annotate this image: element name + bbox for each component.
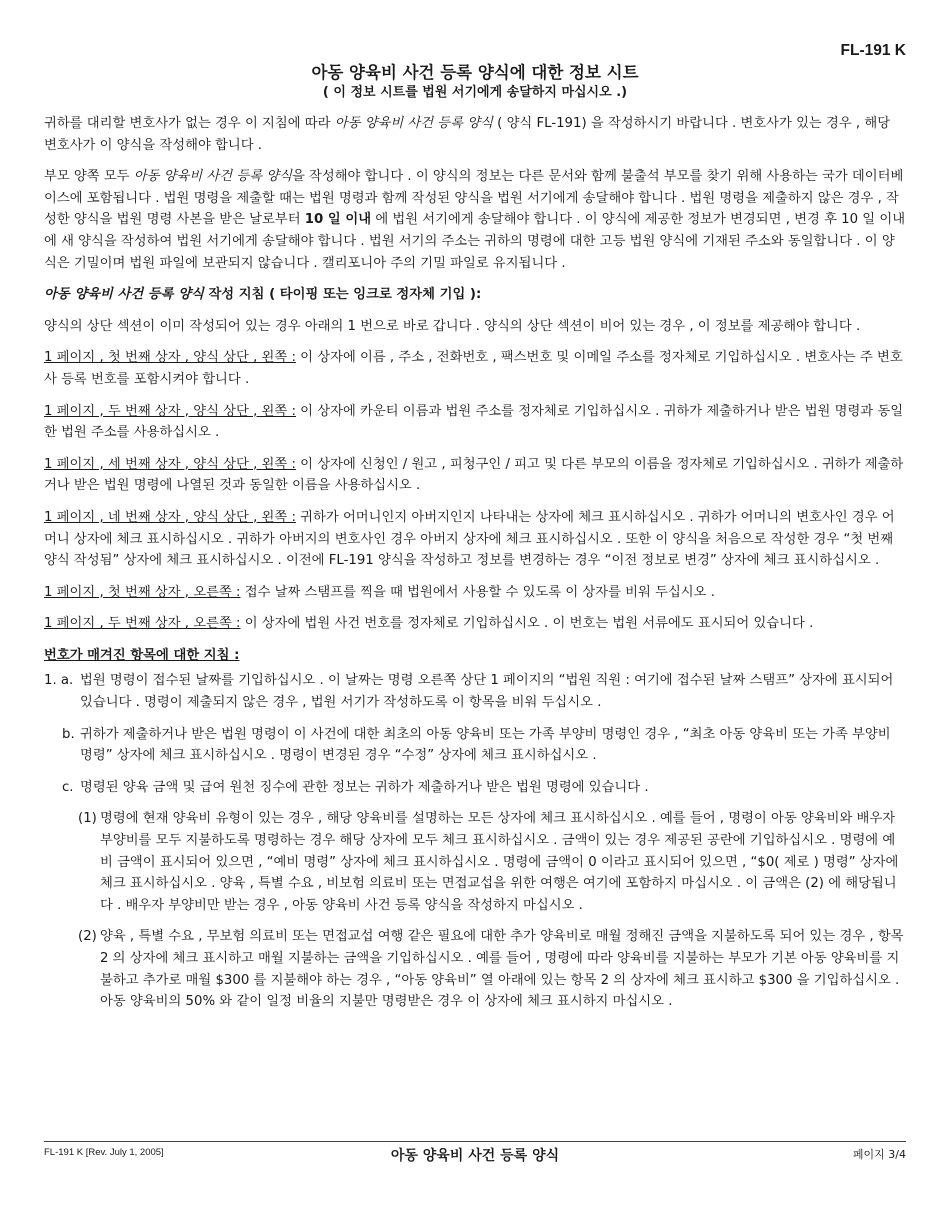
box-text: 귀하가 어머니인지 아버지인지 나타내는 상자에 체크 표시하십시오 . 귀하가 어머니의 변호사인 경우 어머니 상자에 체크 표시하십시오 . 귀하가 아버지의 변호사인 경우 아버지 상자에 체크 표시하십시오 . 또한 이 양식을 처음으로 작성한 경우 “첫 번째 양식 작성됨” 상자에 체크 표시하십시오 . 이전에 FL-191 양식을 작성하고 정보를 변경하는 경우 “이전 정보로 변경” 상자에 체크 표시하십시오 . [44, 509, 895, 569]
text-run: 에 법원 서기에게 송달해야 합니다 . 이 양식에 제공한 정보가 변경되면 , 변경 후 10 일 이내에 새 양식을 작성하여 법원 서기에게 송달해야 합니다 . 법원 서기의 주소는 귀하의 명령에 대한 고등 법원 양식에 기재된 주소와 동일합니다 . 이 양식은 기밀이며 법원 파일에 보관되지 않습니다 . 캘리포니아 주의 기밀 파일로 유지됩니다 . [44, 212, 906, 271]
footer-page-number: 페이지 3/4 [852, 1148, 906, 1161]
text-run: 작성 지침 ( 타이핑 또는 잉크로 정자체 기입 ): [203, 287, 482, 303]
form-code: FL-191 K [840, 42, 906, 59]
box-label: 1 페이지 , 첫 번째 상자 , 양식 상단 , 왼쪽 : [44, 350, 296, 366]
footer-form-title: 아동 양육비 사건 등록 양식 [390, 1148, 560, 1164]
deadline-bold: 10 일 이내 [304, 212, 372, 228]
instructions-heading [44, 284, 906, 306]
box-text: 이 상자에 법원 사건 번호를 정자체로 기입하십시오 . 이 번호는 법원 서류에도 표시되어 있습니다 . [240, 616, 814, 632]
item-1a [44, 670, 906, 713]
box-instruction-5 [44, 582, 906, 604]
item-1c-1 [44, 808, 906, 916]
item-text: 명령된 양육 금액 및 급여 원천 징수에 관한 정보는 귀하가 제출하거나 받은 법원 명령에 있습니다 . [80, 779, 649, 795]
box-instruction-2 [44, 401, 906, 444]
item-1c [44, 777, 906, 799]
box-label: 1 페이지 , 두 번째 상자 , 오른쪽 : [44, 616, 241, 632]
top-section-note: 양식의 상단 섹션이 이미 작성되어 있는 경우 아래의 1 번으로 바로 갑니다 . 양식의 상단 섹션이 비어 있는 경우 , 이 정보를 제공해야 합니다 . [44, 318, 861, 334]
item-marker: c. [62, 779, 74, 795]
footer-divider [44, 1141, 906, 1142]
box-text: 이 상자에 신청인 / 원고 , 피청구인 / 피고 및 다른 부모의 이름을 정자체로 기입하십시오 . 귀하가 제출하거나 받은 법원 명령에 나열된 것과 동일한 이름을 사용하십시오 . [44, 456, 904, 494]
text-run: 귀하를 대리할 변호사가 없는 경우 이 지침에 따라 [44, 116, 335, 131]
box-label: 1 페이지 , 두 번째 상자 , 양식 상단 , 왼쪽 : [44, 403, 296, 419]
form-name-italic: 아동 양육비 사건 등록 양식 [44, 287, 204, 303]
item-marker: b. [62, 726, 75, 742]
item-1b [44, 724, 906, 767]
box-instruction-6 [44, 613, 906, 635]
box-label: 1 페이지 , 네 번째 상자 , 양식 상단 , 왼쪽 : [44, 509, 296, 525]
box-instruction-1 [44, 347, 906, 390]
box-label: 1 페이지 , 세 번째 상자 , 양식 상단 , 왼쪽 : [44, 456, 296, 472]
box-instruction-3 [44, 454, 906, 497]
text-run: ( 양식 FL-191) 을 작성하시기 바랍니다 . 변호사가 있는 경우 , 해당 변호사가 이 양식을 작성해야 합니다 . [44, 116, 891, 153]
footer-form-revision: FL-191 K [Rev. July 1, 2005] [44, 1147, 164, 1158]
item-marker: (2) [78, 929, 97, 945]
item-text: 명령에 현재 양육비 유형이 있는 경우 , 해당 양육비를 설명하는 모든 상자에 체크 표시하십시오 . 예를 들어 , 명령이 아동 양육비와 배우자 부양비를 모두 지불하도록 명령하는 경우 해당 상자에 모두 체크 표시하십시오 . 금액이 있는 경우 제공된 공란에 기입하십시오 . 명령에 예비 금액이 표시되어 있으면 , “예비 명령” 상자에 체크 표시하십시오 . 명령에 금액이 0 이라고 표시되어 있으면 , “$0( 제로 ) 명령” 상자에 체크 표시하십시오 . 양육 , 특별 수요 , 비보험 의료비 또는 면접교섭을 위한 여행은 여기에 포함하지 마십시오 . 이 금액은 (2) 에 해당됩니다 . 배우자 부양비만 받는 경우 , 아동 양육비 사건 등록 양식을 작성하지 마십시오 . [100, 811, 899, 913]
page-title: 아동 양육비 사건 등록 양식에 대한 정보 시트 [311, 63, 639, 82]
intro-paragraph-1 [44, 113, 906, 156]
text-run: 부모 양쪽 모두 [44, 169, 134, 185]
item-text: 양육 , 특별 수요 , 무보험 의료비 또는 면접교섭 여행 같은 필요에 대한 추가 양육비로 매월 정해진 금액을 지불하도록 되어 있는 경우 , 항목 2 의 상자에 체크 표시하고 매월 지불하는 금액을 기입하십시오 . 예를 들어 , 명령에 따라 양육비를 지불하는 부모가 기본 아동 양육비를 지불하고 추가로 매월 $300 를 지불해야 하는 경우 , “아동 양육비” 열 아래에 있는 항목 2 의 상자에 체크 표시하고 $300 을 기입하십시오 . 아동 양육비의 50% 와 같이 일정 비율의 지불만 명령받은 경우 이 상자에 체크 표시하지 마십시오 . [100, 929, 904, 1010]
box-label: 1 페이지 , 첫 번째 상자 , 오른쪽 : [44, 584, 241, 600]
box-text: 이 상자에 카운티 이름과 법원 주소를 정자체로 기입하십시오 . 귀하가 제출하거나 받은 법원 명령과 동일한 법원 주소를 사용하십시오 . [44, 403, 904, 441]
item-text: 귀하가 제출하거나 받은 법원 명령이 이 사건에 대한 최초의 아동 양육비 또는 가족 부양비 명령인 경우 , “최초 아동 양육비 또는 가족 부양비 명령” 상자에 체크 표시하십시오 . 명령이 변경된 경우 “수정” 상자에 체크 표시하십시오 . [80, 726, 891, 764]
document-body [44, 113, 906, 1023]
intro-paragraph-2 [44, 166, 906, 274]
box-text: 접수 날짜 스탬프를 찍을 때 법원에서 사용할 수 있도록 이 상자를 비워 두십시오 . [240, 584, 715, 600]
form-name-italic: 아동 양육비 사건 등록 양식 [133, 169, 292, 185]
item-marker: (1) [78, 811, 97, 827]
box-instruction-4 [44, 507, 906, 572]
item-1c-2 [44, 926, 906, 1012]
box-text: 이 상자에 이름 , 주소 , 전화번호 , 팩스번호 및 이메일 주소를 정자체로 기입하십시오 . 변호사는 주 변호사 등록 번호를 포함시켜야 합니다 . [44, 350, 903, 387]
page-subtitle: ( 이 정보 시트를 법원 서기에게 송달하지 마십시오 .) [322, 85, 628, 100]
text-run: 을 작성해야 합니다 . 이 양식의 정보는 다른 문서와 함께 불출석 부모를 찾기 위해 사용하는 국가 데이터베이스에 포함됩니다 . 법원 명령을 제출할 때는 법원 명령과 함께 작성된 양식을 법원 서기에게 송달해야 합니다 . 법원 명령을 제출하지 않은 경우 , 작성한 양식을 법원 명령 사본을 받은 날로부터 [44, 169, 904, 228]
item-text: 법원 명령이 접수된 날짜를 기입하십시오 . 이 날짜는 명령 오른쪽 상단 1 페이지의 “법원 직원 : 여기에 접수된 날짜 스탬프” 상자에 표시되어 있습니다 . 명령이 제출되지 않은 경우 , 법원 서기가 작성하도록 이 항목을 비워 두십시오 . [80, 673, 894, 711]
form-name-italic: 아동 양육비 사건 등록 양식 [334, 116, 493, 131]
item-marker: 1. a. [44, 673, 74, 689]
numbered-items-heading: 번호가 매겨진 항목에 대한 지침 : [44, 647, 240, 663]
